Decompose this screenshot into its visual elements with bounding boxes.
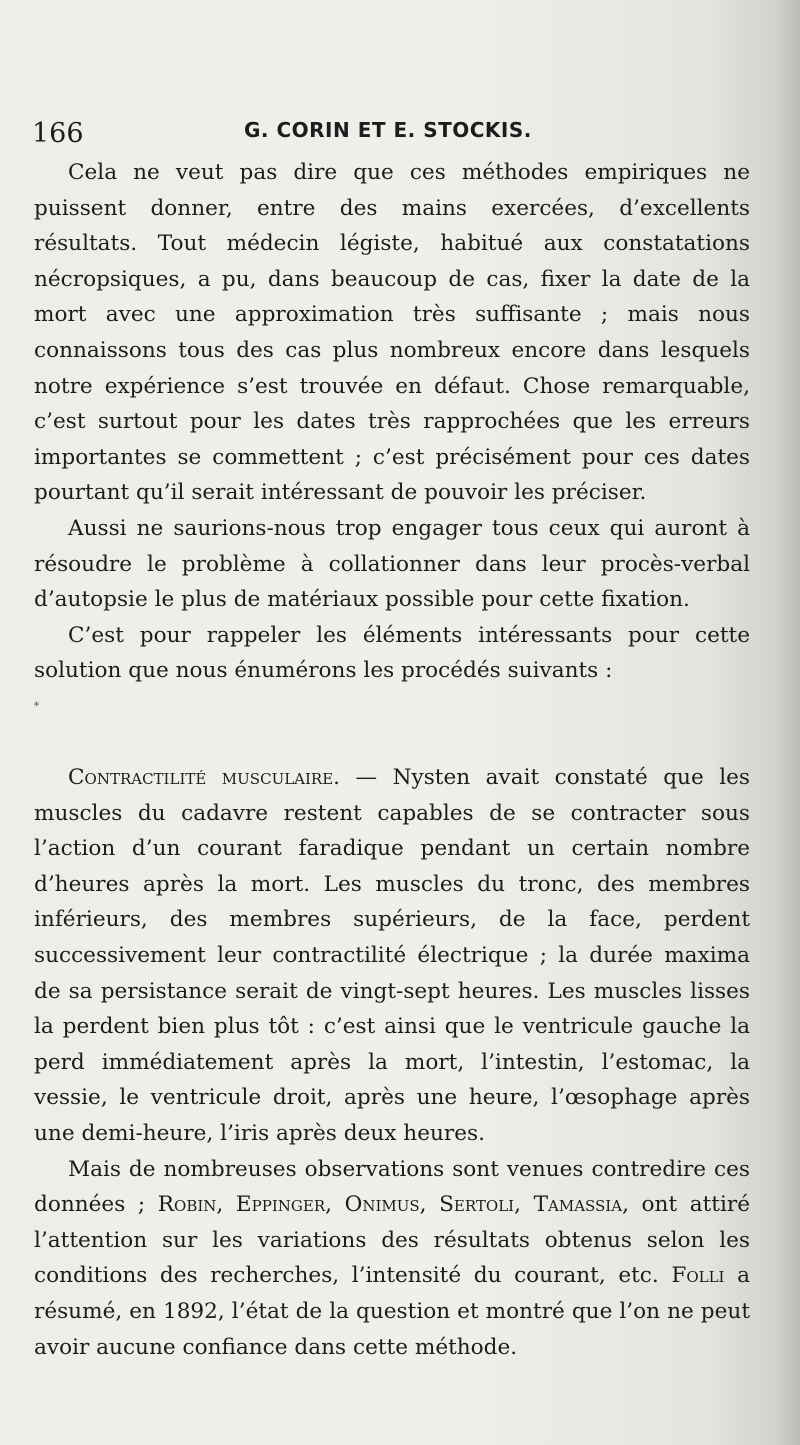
running-title: G. CORIN ET E. STOCKIS. [244,118,532,142]
section-heading-contractilite: Contractilité musculaire. [68,765,341,791]
paragraph-gap [34,725,750,761]
page-header [0,110,800,150]
author-name: Sertoli [439,1192,515,1218]
paragraph-proces-verbal: Aussi ne saurions-nous trop engager tous ceux qui auront à résoudre le problème à collationner dans leur procès-verbal d’autopsie le plus de matériaux possible pour cette fixation. [34,515,750,613]
name-separator: , [216,1192,236,1218]
body-text [34,155,750,1365]
author-name: Eppinger [235,1192,326,1218]
page-number: 166 [32,118,84,149]
section-separator: * [34,700,41,712]
author-name-folli: Folli [671,1263,725,1289]
name-separator: , [325,1192,345,1218]
paragraph-observations-middle: , ont attiré l’attention sur les variations des résultats obtenus selon les conditions des recherches, l’intensité du courant, etc. [34,1192,750,1289]
author-name: Robin [157,1192,217,1218]
paragraph-procedes-suivants: C’est pour rappeler les éléments intéressants pour cette solution que nous énumérons les procédés suivants : [34,622,750,684]
paragraph-methodes-empiriques: Cela ne veut pas dire que ces méthodes empiriques ne puissent donner, entre des mains exercées, d’excellents résultats. Tout médecin légiste, habitué aux constatations nécropsiques, a pu, dans beaucoup de cas, fixer la date de la mort avec une approximation très suffisante ; mais nous connaissons tous des cas plus nombreux encore dans lesquels notre expérience s’est trouvée en défaut. Chose remarquable, c’est surtout pour les dates très rapprochées que les erreurs importantes se commettent ; c’est précisément pour ces dates pourtant qu’il serait intéressant de pouvoir les préciser. [34,160,750,506]
paragraph-contractilite-text: — Nysten avait constaté que les muscles du cadavre restent capables de se contracter sous l’action d’un courant faradique pendant un certain nombre d’heures après la mort. Les muscles du tronc, des membres inférieurs, des membres supérieurs, de la face, perdent successivement leur contractilité électrique ; la durée maxima de sa persistance serait de vingt-sept heures. Les muscles lisses la perdent bien plus tôt : c’est ainsi que le ventricule gauche la perd immédiatement après la mort, l’intestin, l’estomac, la vessie, le ventricule droit, après une heure, l’œsophage après une demi-heure, l’iris après deux heures. [34,765,750,1147]
paragraph-observations-end: a résumé, en 1892, l’état de la question et montré que l’on ne peut avoir aucune confiance dans cette méthode. [34,1263,750,1360]
name-separator: , [419,1192,440,1218]
name-separator: , [514,1192,534,1218]
paragraph-observations [34,1152,750,1366]
author-name: Onimus [344,1192,420,1218]
author-name: Tamassia [533,1192,623,1218]
paragraph-contractilite [34,760,750,1152]
paragraph-observations-intro: Mais de nombreuses observations sont venues contredire ces données ; [34,1156,750,1218]
